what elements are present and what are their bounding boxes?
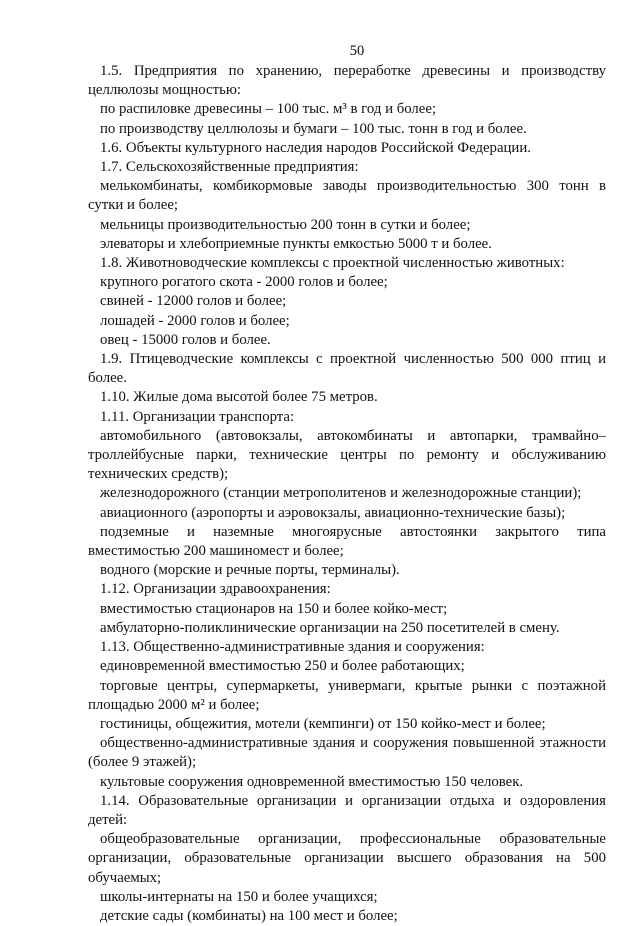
text-line: овец - 15000 голов и более. [100,331,271,348]
text-line: авиационного (аэропорты и аэровокзалы, авиационно-технические базы); [100,504,566,521]
text-line: по производству целлюлозы и бумаги – 100 тыс. тонн в год и более. [100,120,527,137]
text-line: площадью 2000 м² и более; [88,696,260,713]
text-line: детей: [88,811,128,828]
text-line: крупного рогатого скота - 2000 голов и более; [100,274,388,291]
text-line: школы-интернаты на 150 и более учащихся; [100,888,378,905]
text-line: общественно-административные здания и сооружения повышенной этажности [100,735,606,752]
text-line: обучаемых; [88,869,162,886]
text-line: мелькомбинаты, комбикормовые заводы производительностью 300 тонн в [100,178,606,195]
text-line: амбулаторно-поликлинические организации на 250 посетителей в смену. [100,619,560,636]
text-line: культовые сооружения одновременной вместимостью 150 человек. [100,773,524,790]
text-line: (более 9 этажей); [88,754,197,771]
text-line: гостиницы, общежития, мотели (кемпинги) от 150 койко-мест и более; [100,715,546,732]
text-line: общеобразовательные организации, профессиональные образовательные [100,831,606,848]
text-line: 1.14. Образовательные организации и организации отдыха и оздоровления [100,792,606,809]
text-line: детские сады (комбинаты) на 100 мест и более; [100,907,398,924]
text-line: подземные и наземные многоярусные автостоянки закрытого типа [100,523,606,540]
text-line: 1.13. Общественно-административные здания и сооружения: [100,639,485,656]
text-line: сутки и более; [88,197,179,214]
text-line: технических средств); [88,466,229,483]
text-line: торговые центры, супермаркеты, универмаги, крытые рынки с поэтажной [100,677,606,694]
text-line: целлюлозы мощностью: [88,82,241,99]
text-line: элеваторы и хлебоприемные пункты емкостью 5000 т и более. [100,235,492,252]
text-line: лошадей - 2000 голов и более; [100,312,290,329]
text-line: автомобильного (автовокзалы, автокомбинаты и автопарки, трамвайно– [100,427,606,444]
text-line: водного (морские и речные порты, терминалы). [100,562,400,579]
text-line: железнодорожного (станции метрополитенов и железнодорожные станции); [100,485,582,502]
text-line: 1.5. Предприятия по хранению, переработке древесины и производству [100,63,606,79]
text-line: единовременной вместимостью 250 и более работающих; [100,658,465,675]
text-line: вместимостью 200 машиномест и более; [88,543,344,560]
text-line: свиней - 12000 голов и более; [100,293,287,310]
text-line: организации, образовательные организации высшего образования на 500 [88,850,606,867]
text-line: 1.9. Птицеводческие комплексы с проектной численностью 500 000 птиц и [100,351,606,368]
text-line: 1.11. Организации транспорта: [100,408,295,425]
text-line: 1.7. Сельскохозяйственные предприятия: [100,159,359,176]
text-line: 1.12. Организации здравоохранения: [100,581,331,598]
text-line: 1.6. Объекты культурного наследия народов Российской Федерации. [100,139,531,156]
text-line: 1.10. Жилые дома высотой более 75 метров. [100,389,378,406]
text-line: троллейбусные парки, технические центры по ремонту и обслуживанию [88,447,606,464]
text-line: 1.8. Животноводческие комплексы с проектной численностью животных: [100,255,565,272]
text-line: вместимостью стационаров на 150 и более койко-мест; [100,600,448,617]
page-number: 50 [349,43,365,59]
text-line: по распиловке древесины – 100 тыс. м³ в год и более; [100,101,437,118]
text-line: мельницы производительностью 200 тонн в сутки и более; [100,216,471,233]
document-body [88,62,606,926]
text-line: более. [88,370,127,387]
